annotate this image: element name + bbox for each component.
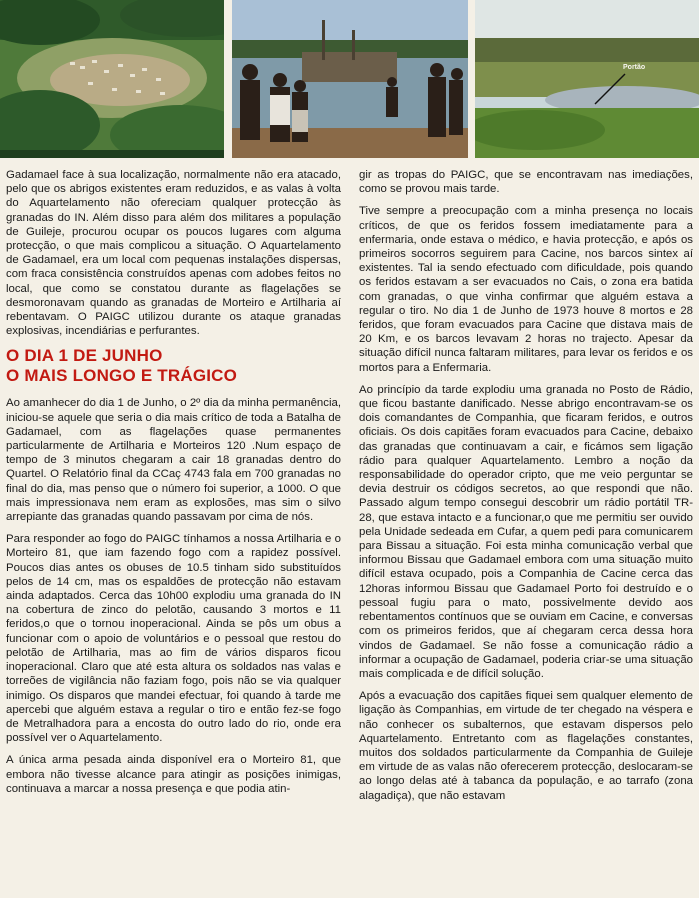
- river-boat-crowd-photo: [232, 0, 468, 158]
- article-body: [0, 168, 699, 898]
- aerial-village-photo: [0, 0, 224, 158]
- left-column: [6, 168, 341, 804]
- paragraph: Após a evacuação dos capitães fiquei sem qualquer elemento de ligação às Companhias, em virtude de ter chegado na véspera e não conhecer os subalternos, que estavam dispersos pelo Aquartelamento. Entretanto com as flagelações constantes, muitos dos soldados particularmente da Companhia de Guileje em virtude de as valas não oferecerem protecção, deslocaram-se ao longo delas até à tabanca da população, e ao tarrafo (zona alagadiça), que não estavam: [359, 690, 693, 802]
- paragraph: gir as tropas do PAIGC, que se encontravam nas imediações, como se provou mais tarde.: [359, 169, 693, 196]
- section-heading: [6, 346, 341, 386]
- river-landscape-photo: [475, 0, 699, 158]
- heading-line-1: O DIA 1 DE JUNHO: [6, 346, 163, 366]
- paragraph: Tive sempre a preocupação com a minha presença no locais críticos, de que os feridos fossem imediatamente para a enfermaria, onde estava o médico, e havia protecção, e após os primeiros socorros seguirem para Cacine, nos barcos sintex aí existentes. Tal ia sendo efectuado com dificuldade, pois quando os feridos estavam a ser evacuados no Cais, o zona era batida com granadas, o que vinha confirmar que alguém estava a regular o tiro. No dia 1 de Junho de 1973 houve 8 mortos e 28 feridos, que foram evacuados para Cacine que distava mais de 20 Km, e os barcos levavam 2 horas no trajecto. Apesar da situação difícil nunca faltaram militares, para levar os feridos e os mortos para a Enfermaria.: [359, 205, 693, 374]
- heading-line-2: O MAIS LONGO E TRÁGICO: [6, 366, 238, 386]
- photo-strip: [0, 0, 699, 158]
- paragraph: A única arma pesada ainda disponível era o Morteiro 81, que embora não tivesse alcance para atingir as posições inimigas, continuava a marcar a nossa presença e que podia atin-: [6, 754, 341, 795]
- paragraph: Ao amanhecer do dia 1 de Junho, o 2º dia da minha permanência, iniciou-se aquele que seria o dia mais crítico de toda a Batalha de Gadamael, com as flagelações quase permanentes particularmente de Artilharia e Morteiros 120 .Num espaço de tempo de 3 minutos chegaram a cair 18 granadas dentro do Quartel. O Relatório final da CCaç 4743 fala em 700 granadas no final do dia, mas penso que o número foi superior, a 1000. O que mais impressionava nem eram as explosões, mas sim o silvo arrepiante das granadas quando passavam por cima de nós.: [6, 397, 341, 524]
- right-column: [359, 168, 693, 811]
- photo-caption-label: Portão: [623, 64, 646, 71]
- paragraph: Para responder ao fogo do PAIGC tínhamos a nossa Artilharia e o Morteiro 81, que iam fazendo fogo com a rapidez possível. Poucos dias antes os obuses de 10.5 tinham sido substituídos pelos de 14 cm, mas os espaldões de protecção não estavam ainda adaptados. Cerca das 10h00 explodiu uma granada do IN na cobertura de zinco do pelotão, causando 3 mortos e 11 feridos,o que o tornou inoperacional. Ainda se pôs um obus a funcionar com o apoio de voluntários e o pessoal que restou do pelotão de Artilharia, mas ao fim de vários disparos ficou inoperacional. Claro que até esta altura os soldados nas valas e torreões de vigilância não faziam fogo, pois não se via qualquer inimigo. Os disparos que mandei efectuar, foi quando à tarde me apercebi que alguém estava a regular o tiro e então fez-se fogo de Metralhadora para a encosta do outro lado do rio, onde era possível ver o Aquartelamento.: [6, 533, 341, 745]
- paragraph: Ao princípio da tarde explodiu uma granada no Posto de Rádio, que ficou bastante danificado. Nesse abrigo encontravam-se os dois comandantes de Companhia, que ficaram feridos, e outros oficiais. Os dois capitães foram evacuados para Cacine, debaixo das granadas que continuavam a cair, e ficámos sem ligação rádio para qualquer Aquartelamento. Lembro a noção da responsabilidade do operador cripto, que me veio perguntar se devia destruir os códigos secretos, ao que respondi que não. Passado algum tempo consegui descobrir um rádio portátil TR-28, que estava intacto e a funcionar,o que me permitiu ser ouvido pela Unidade sedeada em Cufar, a quem pedi para comunicarem para Bissau a situação. Foi esta minha comunicação verbal que informou Bissau que Gadamael embora com uma situação muito difícil estava ocupado, pois a Companhia de Cacine cerca das 12horas informou Bissau que Gadamael Porto foi destruído e o pessoal fugiu para o mato, possivelmente devido aos rebentamentos contínuos que se ouviam em Cacine, e conversas com os primeiros feridos, que aí chegaram cerca dessa hora vindos de Gadamael. Se não fosse a comunicação rádio a informar a ocupação de Gadamael, poderia criar-se uma situação mais complicada e de difícil solução.: [359, 383, 693, 680]
- paragraph: Gadamael face à sua localização, normalmente não era atacado, pelo que os abrigos existentes eram reduzidos, e as valas à volta do Aquartelamento não ofereciam qualquer protecção às granadas do IN. Além disso para além dos militares a população de Guileje, procurou ocupar os poucos lugares com alguma protecção, o que mais complicou a situação. O Aquartelamento de Gadamael, era um local com pequenas instalações dispersas, com fraca consistência construídos apenas com adobes feitos no local, que como se constatou durante as flagelações se desmoronavam quando as granadas de Morteiro e Artilharia aí rebentavam. O PAIGC utilizou durante os ataque granadas explosivas, incendiárias e perfurantes.: [6, 169, 341, 338]
